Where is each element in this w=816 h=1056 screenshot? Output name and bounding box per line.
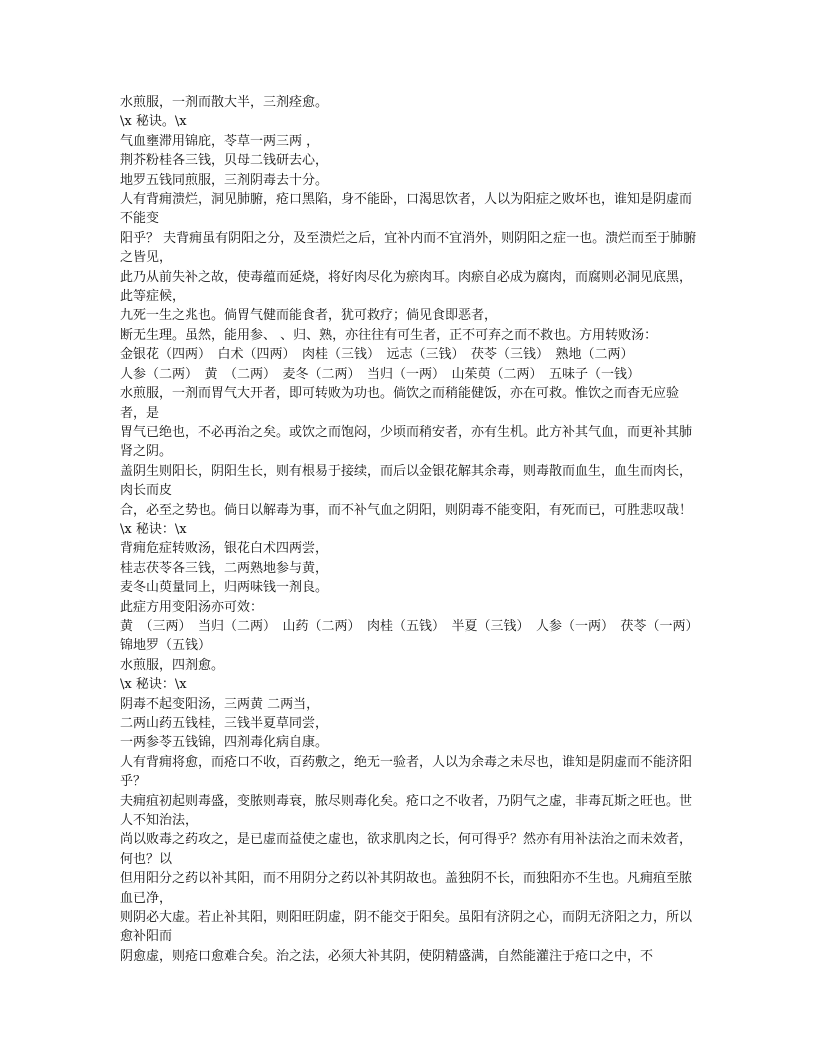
text-line: 盖阴生则阳长，阴阳生长，则有根易于接续，而后以金银花解其余毒，则毒散而血生，血生而肉长，肉长而皮 [120,463,693,499]
text-line: 则阴必大虚。若止补其阳，则阳旺阴虚，阴不能交于阳矣。虽阳有济阴之心，而阴无济阳之力，所以愈补阳而 [120,910,693,945]
text-line: 但用阳分之药以补其阳，而不用阴分之药以补其阴故也。盖独阴不长，而独阳亦不生也。凡痈疽至脓血已净， [120,871,693,906]
text-line: 阴毒不起变阳汤，三两黄 二两当， [120,696,320,712]
text-line: 荆芥粉桂各三钱，贝母二钱研去心， [120,153,329,169]
text-line: 金银花（四两） 白术（四两） 肉桂（三钱） 远志（三钱） 茯苓（三钱） 熟地（二两） [120,347,634,363]
text-line: 背痈危症转败汤，银花白术四两尝， [120,541,329,557]
text-line: \x 秘诀：\x [120,677,187,693]
text-line: 水煎服，一剂而胃气大开者，即可转败为功也。倘饮之而稍能健饭，亦在可救。惟饮之而杳无应验者，是 [120,386,680,421]
text-line: 此症方用变阳汤亦可效： [120,599,264,615]
text-line: 二两山药五钱桂，三钱半夏草同尝， [120,716,329,731]
text-line: 锦地罗（五钱） [120,638,212,654]
text-line: \x 秘诀：\x [120,521,187,537]
text-line: 一两参苓五钱锦，四剂毒化病自康。 [120,735,329,751]
text-line: \x 秘诀。\x [120,114,187,130]
text-line: 胃气已绝也，不必再治之矣。或饮之而饱闷，少顷而稍安者，亦有生机。此方补其气血，而更补其肺肾之阴。 [120,424,693,460]
text-line: 九死一生之兆也。倘胃气健而能食者，犹可救疗；倘见食即恶者， [120,308,498,324]
text-line: 尚以败毒之药攻之，是已虚而益使之虚也，欲求肌肉之长，何可得乎？然亦有用补法治之而未效者，何也？以 [120,832,693,867]
text-line: 人参（二两） 黄 （二两） 麦冬（二两） 当归（一两） 山茱萸（二两） 五味子（一钱） [120,366,641,382]
text-line: 阳乎？ 夫背痈虽有阴阳之分，及至溃烂之后，宜补内而不宜消外，则阴阳之症一也。溃烂而至于肺腑之皆见， [120,230,697,266]
text-line: 人有背痈将愈，而疮口不收，百药敷之，绝无一验者，人以为余毒之未尽也，谁知是阴虚而不能济阳乎？ [120,754,693,790]
text-line: 气血壅滞用锦庇，苓草一两三两 ， [120,133,320,149]
text-line: 黄 （三两） 当归（二两） 山药（二两） 肉桂（五钱） 半夏（三钱） 人参（一两） 茯苓（一两） [120,618,699,634]
document-page [120,93,700,966]
text-line: 地罗五钱同煎服，三剂阴毒去十分。 [120,172,329,188]
text-line: 桂志茯苓各三钱，二两熟地参与黄， [120,560,329,576]
text-line: 水煎服，四剂愈。 [120,657,225,673]
text-line: 人有背痈溃烂，洞见肺腑，疮口黑陷，身不能卧，口渴思饮者，人以为阳症之败坏也，谁知是阴虚而不能变 [120,192,693,227]
text-line: 合，必至之势也。倘日以解毒为事，而不补气血之阴阳，则阴毒不能变阳，有死而已，可胜悲叹哉！ [120,502,693,518]
text-line: 夫痈疽初起则毒盛，变脓则毒衰，脓尽则毒化矣。疮口之不收者，乃阴气之虚，非毒瓦斯之旺也。世人不知治法， [120,793,693,829]
text-line: 麦冬山萸量同上，归两味钱一剂良。 [120,580,329,596]
text-line: 阴愈虚，则疮口愈难合矣。治之法，必须大补其阴，使阴精盛满，自然能灌注于疮口之中，不 [120,948,654,964]
text-line: 水煎服，一剂而散大半，三剂痊愈。 [120,95,329,110]
text-line: 断无生理。虽然，能用参、 、归、熟，亦往往有可生者，正不可弃之而不救也。方用转败汤： [120,327,658,343]
text-line: 此乃从前失补之故，使毒蕴而延烧，将好肉尽化为瘀肉耳。肉瘀自必成为腐肉，而腐则必洞见底黑，此等症候， [120,269,693,305]
